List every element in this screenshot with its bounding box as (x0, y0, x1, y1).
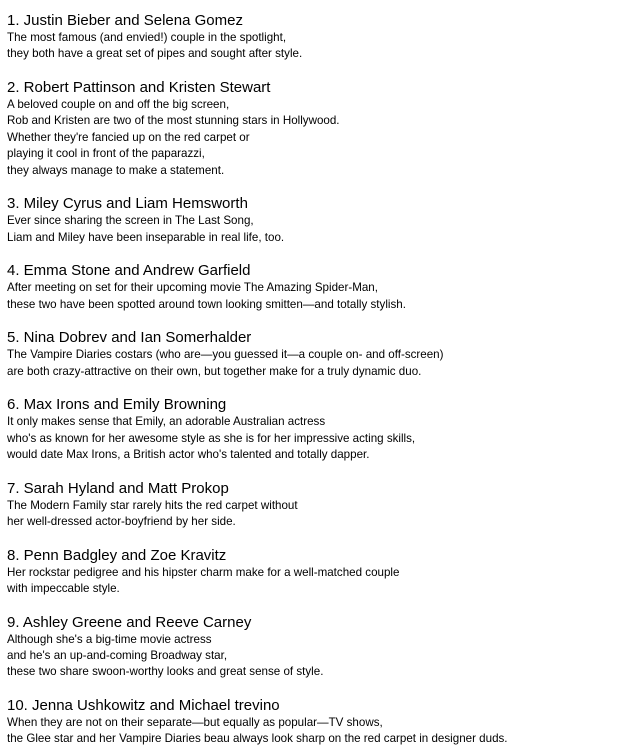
entry-description-line: The most famous (and envied!) couple in the spotlight, (7, 31, 287, 44)
entry-title: 7. Sarah Hyland and Matt Prokop (7, 479, 229, 497)
entry-description-line: these two share swoon-worthy looks and great sense of style. (7, 665, 324, 679)
entry-title: 10. Jenna Ushkowitz and Michael trevino (7, 697, 280, 715)
list-item (7, 480, 634, 531)
entry-title: 4. Emma Stone and Andrew Garfield (7, 262, 251, 280)
entry-title: 6. Max Irons and Emily Browning (7, 396, 227, 414)
entry-description-line: with impeccable style. (7, 582, 120, 596)
entry-description-line: Although she's a big-time movie actress (7, 632, 212, 646)
entry-description-line: It only makes sense that Emily, an adorable Australian actress (7, 415, 326, 429)
entry-title: 3. Miley Cyrus and Liam Hemsworth (7, 195, 248, 213)
entry-description-line: are both crazy-attractive on their own, but together make for a truly dynamic duo. (7, 364, 422, 378)
entry-title: 9. Ashley Greene and Reeve Carney (7, 613, 252, 631)
entry-description-line: Rob and Kristen are two of the most stunning stars in Hollywood. (7, 114, 340, 128)
entry-description-line: Liam and Miley have been inseparable in real life, too. (7, 230, 285, 244)
entry-title: 8. Penn Badgley and Zoe Kravitz (7, 546, 227, 564)
list-item (7, 329, 634, 380)
entry-description-line: they both have a great set of pipes and sought after style. (7, 47, 303, 61)
entry-description-line: After meeting on set for their upcoming movie The Amazing Spider-Man, (7, 281, 378, 295)
list-item (7, 79, 634, 179)
entry-description-line: who's as known for her awesome style as she is for her impressive acting skills, (7, 431, 416, 445)
entry-description-line: her well-dressed actor-boyfriend by her side. (7, 515, 236, 529)
entry-description-line: A beloved couple on and off the big screen, (7, 98, 230, 111)
entry-description-line: The Vampire Diaries costars (who are—you guessed it—a couple on- and off-screen) (7, 348, 444, 362)
list-item (7, 262, 634, 313)
list-item (7, 396, 634, 463)
entry-description-line: the Glee star and her Vampire Diaries beau always look sharp on the red carpet in designer duds. (7, 732, 508, 746)
entry-description-line: Whether they're fancied up on the red carpet or (7, 130, 250, 144)
entry-description-line: Her rockstar pedigree and his hipster charm make for a well-matched couple (7, 565, 400, 579)
entry-description-line: playing it cool in front of the paparazzi, (7, 147, 205, 161)
entry-title: 5. Nina Dobrev and Ian Somerhalder (7, 329, 252, 347)
list-item (7, 195, 634, 246)
entry-description-line: would date Max Irons, a British actor who's talented and totally dapper. (7, 448, 370, 462)
list-item (7, 614, 634, 681)
list-item (7, 12, 634, 63)
entry-description-line: and he's an up-and-coming Broadway star, (7, 649, 228, 663)
entry-title: 1. Justin Bieber and Selena Gomez (7, 12, 243, 29)
list-item (7, 547, 634, 598)
entry-description-line: Ever since sharing the screen in The Last Song, (7, 214, 254, 228)
entry-description-line: these two have been spotted around town looking smitten—and totally stylish. (7, 297, 406, 311)
entry-description-line: When they are not on their separate—but equally as popular—TV shows, (7, 716, 383, 730)
entry-description-line: The Modern Family star rarely hits the red carpet without (7, 498, 298, 512)
list-item (7, 697, 634, 748)
entry-description-line: they always manage to make a statement. (7, 163, 225, 177)
entry-title: 2. Robert Pattinson and Kristen Stewart (7, 79, 271, 96)
